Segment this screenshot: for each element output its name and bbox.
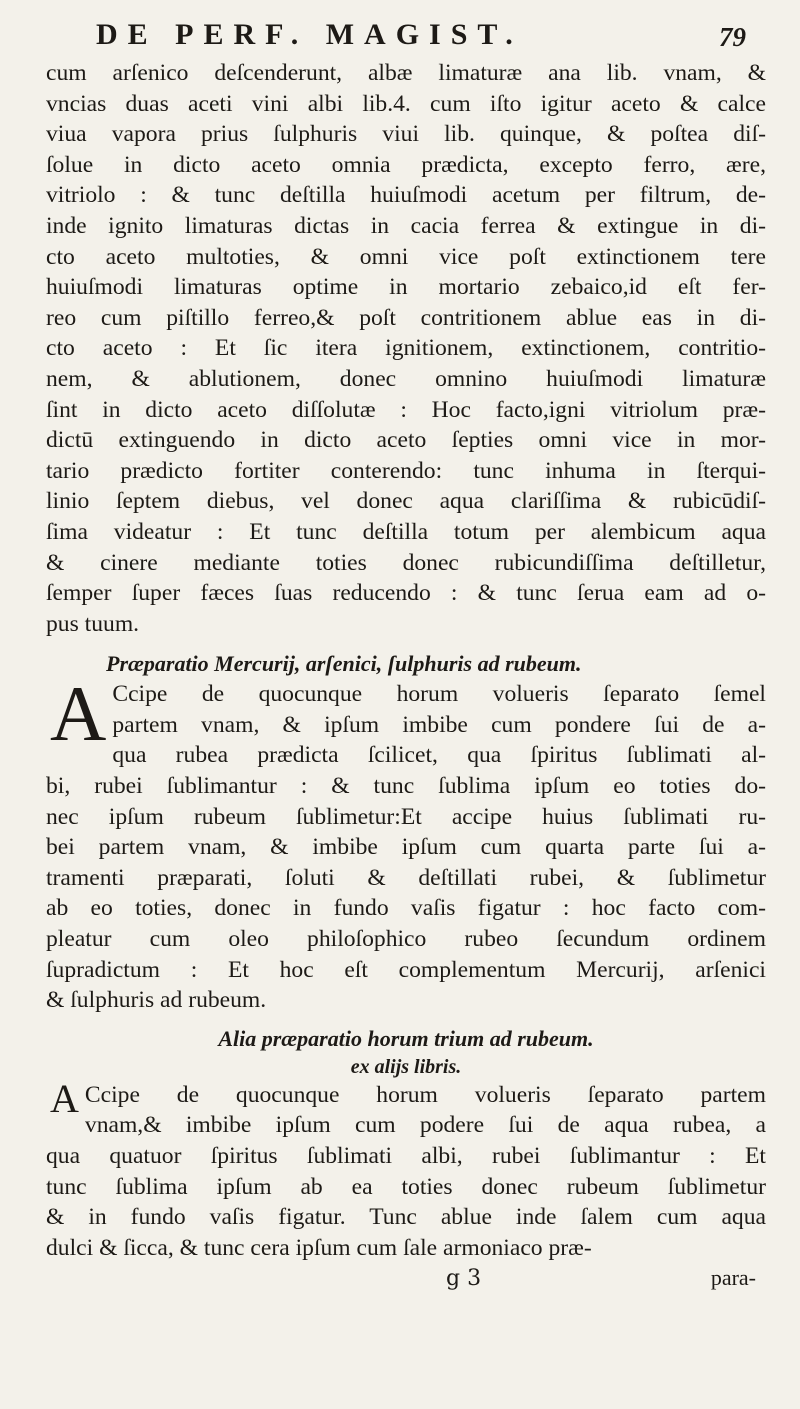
section-3-paragraph [46, 1075, 766, 1292]
text-line: inde ignito limaturas dictas in cacia ferrea & extingue in di- [46, 212, 766, 239]
text-line: nem, & ablutionem, donec omnino huiuſmodi limaturæ [46, 365, 766, 392]
text-line: vnam,& imbibe ipſum cum podere ſui de aqua rubea, a [84, 1112, 766, 1139]
text-line: & ſulphuris ad rubeum. [46, 987, 267, 1014]
text-line: Ccipe de quocunque horum volueris ſeparato partem [84, 1081, 766, 1108]
text-line: huiuſmodi limaturas optime in mortario zebaico,id eſt fer- [46, 274, 766, 301]
section-3-text [46, 1075, 766, 1264]
catchword: para- [710, 1265, 756, 1291]
signature-mark: g 3 [446, 1266, 482, 1292]
text-line: tario prædicto fortiter conterendo: tunc inhuma in ſterqui- [46, 457, 766, 484]
running-title: DE PERF. MAGIST. [96, 18, 523, 51]
drop-cap: A [50, 1075, 79, 1121]
text-line: viua vapora prius ſulphuris viui lib. quinque, & poſtea diſ- [46, 121, 766, 148]
section-1-text [46, 58, 766, 639]
text-line: dictū extinguendo in dicto aceto ſepties omni vice in mor- [46, 427, 766, 454]
text-line: & cinere mediante toties donec rubicundiſſima deſtilletur, [46, 549, 766, 576]
text-line: tunc ſublima ipſum ab ea toties donec rubeum ſublimetur [46, 1173, 766, 1200]
text-line: cto aceto multoties, & omni vice poſt extinctionem tere [46, 243, 766, 270]
text-line: bei partem vnam, & imbibe ipſum cum quarta parte ſui a- [46, 834, 766, 861]
text-line: linio ſeptem diebus, vel donec aqua clariſſima & rubicūdiſ- [46, 488, 766, 515]
running-head [46, 14, 766, 58]
text-line: qua quatuor ſpiritus ſublimati albi, rubei ſublimantur : Et [46, 1143, 766, 1169]
text-line: Ccipe de quocunque horum volueris ſeparato ſemel [112, 681, 766, 708]
section-heading-2-sub: ex alijs libris. [350, 1055, 462, 1078]
text-line: pleatur cum oleo philoſophico rubeo ſecundum ordinem [46, 926, 766, 953]
text-line: bi, rubei ſublimantur : & tunc ſublima ipſum eo toties do- [46, 773, 766, 800]
text-line: nec ipſum rubeum ſublimetur:Et accipe huius ſublimati ru- [46, 803, 766, 830]
text-line: ſupradictum : Et hoc eſt complementum Mercurij, arſenici [46, 956, 766, 983]
text-line: ſima videatur : Et tunc deſtilla totum per alembicum aqua [46, 518, 766, 545]
text-line: ſint in dicto aceto diſſolutæ : Hoc facto,igni vitriolum præ- [46, 396, 766, 423]
section-heading-2: Alia præparatio horum trium ad rubeum. [218, 1025, 594, 1051]
text-line: reo cum piſtillo ferreo,& poſt contritionem ablue eas in di- [46, 304, 766, 331]
text-line: ſolue in dicto aceto omnia prædicta, excepto ferro, ære, [46, 151, 766, 178]
text-line: dulci & ſicca, & tunc cera ipſum cum ſale armoniaco præ- [46, 1234, 592, 1261]
text-line: vncias duas aceti vini albi lib.4. cum iſto igitur aceto & calce [46, 90, 766, 117]
section-2-text [46, 670, 766, 1016]
book-page [46, 14, 766, 1292]
text-line: ſemper ſuper fæces ſuas reducendo : & tunc ſerua eam ad o- [46, 580, 766, 607]
text-line: cto aceto : Et ſic itera ignitionem, extinctionem, contritio- [46, 335, 766, 362]
text-line: tramenti præparati, ſoluti & deſtillati rubei, & ſublimetur [46, 864, 766, 891]
text-line: cum arſenico deſcenderunt, albæ limaturæ ana lib. vnam, & [46, 60, 766, 86]
text-line: qua rubea prædicta ſcilicet, qua ſpiritus ſublimati al- [112, 742, 766, 769]
text-line: ab eo toties, donec in fundo vaſis figatur : hoc facto com- [46, 895, 766, 922]
section-2-paragraph [46, 670, 766, 1016]
text-line: vitriolo : & tunc deſtilla huiuſmodi acetum per filtrum, de- [46, 182, 766, 209]
section-heading-1: Præparatio Mercurij, arſenici, ſulphuris ad rubeum. [106, 651, 582, 677]
text-line: & in fundo vaſis figatur. Tunc ablue inde ſalem cum aqua [46, 1204, 766, 1231]
page-number: 79 [719, 22, 746, 52]
text-line: partem vnam, & ipſum imbibe cum pondere ſui de a- [112, 711, 766, 738]
drop-cap: A [50, 670, 107, 758]
text-line: pus tuum. [46, 610, 140, 637]
